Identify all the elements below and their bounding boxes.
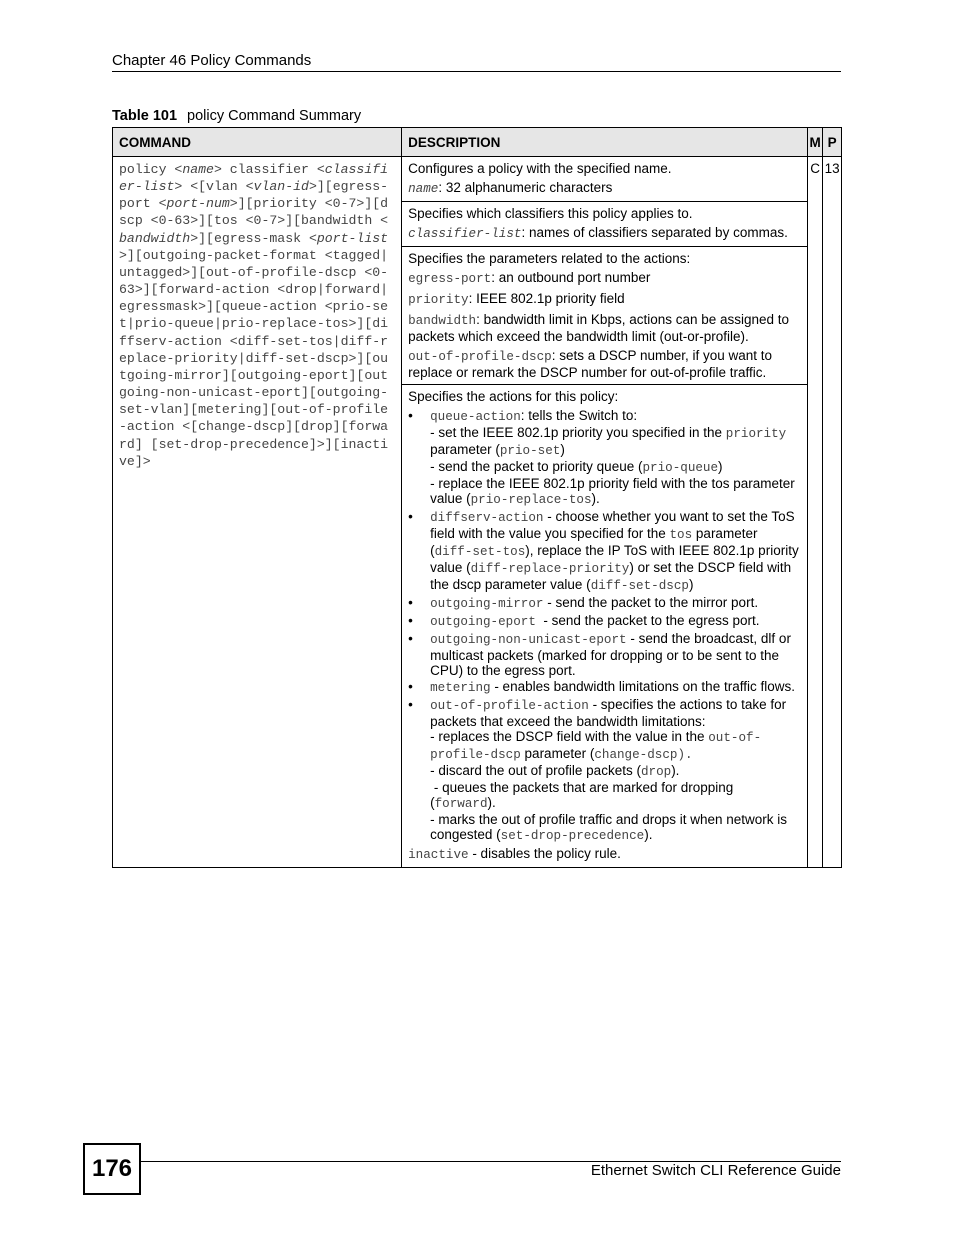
param-code: bandwidth [408, 314, 477, 328]
cmd-text: >][egress-port < [119, 179, 389, 212]
page-number: 176 [83, 1143, 141, 1195]
param-code: inactive [408, 848, 469, 862]
list-item: • outgoing-non-unicast-eport - send the broadcast, dlf or multicast packets (marked for dropping or to be sent to the CPU) to the egress port. [408, 631, 801, 678]
description-column-header: DESCRIPTION [402, 128, 808, 157]
param-code: name [408, 182, 439, 196]
cmd-param: vlan-id [253, 179, 309, 195]
cmd-param: classifier-list [119, 162, 389, 195]
list-item: • diffserv-action - choose whether you want to set the ToS field with the value you specified for the tos parameter (diff-set-tos), replace the IP ToS with IEEE 802.1p priority value (diff-replace-priority) or set the DSCP field with the dscp parameter value (diff-set-dscp) [408, 509, 801, 594]
desc-line: Configures a policy with the specified name. [408, 161, 672, 176]
cmd-text: policy < [119, 162, 183, 177]
param-code: out-of-profile-dscp [408, 350, 552, 364]
table-title: policy Command Summary [187, 108, 362, 124]
param-text: : an outbound port number [491, 270, 651, 285]
cmd-param: port-list [316, 230, 389, 246]
description-cell-name [402, 157, 808, 202]
description-cell-parameters [402, 247, 808, 385]
cmd-text: >][egress-mask < [190, 230, 317, 246]
list-item: • metering - enables bandwidth limitations on the traffic flows. [408, 679, 801, 696]
param-text: : names of classifiers separated by commas. [521, 225, 788, 240]
description-cell-classifier [402, 202, 808, 247]
list-item: • out-of-profile-action - specifies the actions to take for packets that exceed the bandwidth limitations: - replaces the DSCP field with the value in the out-of-profile-dscp parameter (change-dscp). - discard the out of profile packets (drop). - queues the packets that are marked for dropping (forward). - marks the out of profile traffic and drops it when network is congested (set-drop-precedence). [408, 697, 801, 844]
guide-title: Ethernet Switch CLI Reference Guide [590, 1162, 841, 1179]
desc-line: Specifies the parameters related to the actions: [408, 251, 691, 266]
cmd-param: bandwidth [119, 230, 191, 246]
cmd-param: port-num [166, 196, 230, 212]
desc-line: Specifies which classifiers this policy applies to. [408, 206, 693, 221]
table-row [113, 157, 842, 202]
param-code: egress-port [408, 272, 492, 286]
cmd-text: >][priority <0-7>][dscp <0-63>][tos <0-7>][bandwidth < [119, 196, 389, 229]
table-caption [112, 108, 361, 124]
param-text: - disables the policy rule. [468, 846, 621, 861]
param-text: : sets a DSCP number, if you want to replace or remark the DSCP number for out-of-profile traffic. [408, 348, 773, 380]
param-code: classifier-list [408, 227, 522, 241]
command-syntax-cell [113, 157, 402, 868]
command-column-header: COMMAND [113, 128, 402, 157]
p-value: 13 [823, 157, 842, 868]
cmd-text: > <[vlan < [174, 179, 254, 195]
header-rule [112, 71, 841, 72]
list-item: • outgoing-eport - send the packet to the egress port. [408, 613, 801, 630]
param-text: : bandwidth limit in Kbps, actions can be assigned to packets which exceed the bandwidth limit (out-or-profile). [408, 312, 790, 344]
param-text: : 32 alphanumeric characters [438, 180, 613, 195]
cmd-param: name [182, 162, 214, 177]
command-summary-table [112, 127, 842, 868]
description-cell-actions [402, 385, 808, 868]
table-header-row [113, 128, 842, 157]
m-value: C [807, 157, 822, 868]
actions-list [408, 408, 801, 844]
param-code: priority [408, 293, 469, 307]
cmd-text: >][outgoing-packet-format <tagged|untagged>][out-of-profile-dscp <0-63>][forward-action <drop|forward|egressmask>][queue-action <prio-set|prio-queue|prio-replace-tos>][diffserv-action <diff-set-tos|diff-replace-priority|diff-set-dscp>][outgoing-mirror][outgoing-eport][outgoing-non-unicast-eport][outgoing-set-vlan][metering][out-of-profile-action <[change-dscp][drop][forward] [set-drop-precedence]>][inactive]> [119, 247, 389, 469]
cmd-text: > classifier < [213, 162, 325, 177]
running-header: Chapter 46 Policy Commands [112, 52, 312, 69]
list-item: • queue-action: tells the Switch to: - set the IEEE 802.1p priority you specified in the priority parameter (prio-set) - send the packet to priority queue (prio-queue) - replace the IEEE 802.1p priority field with the tos parameter value (prio-replace-tos). [408, 408, 801, 508]
m-column-header: M [807, 128, 822, 157]
table-label: Table 101 [112, 108, 178, 124]
param-text: : IEEE 802.1p priority field [468, 291, 625, 306]
p-column-header: P [823, 128, 842, 157]
desc-line: Specifies the actions for this policy: [408, 389, 619, 404]
list-item: • outgoing-mirror - send the packet to the mirror port. [408, 595, 801, 612]
